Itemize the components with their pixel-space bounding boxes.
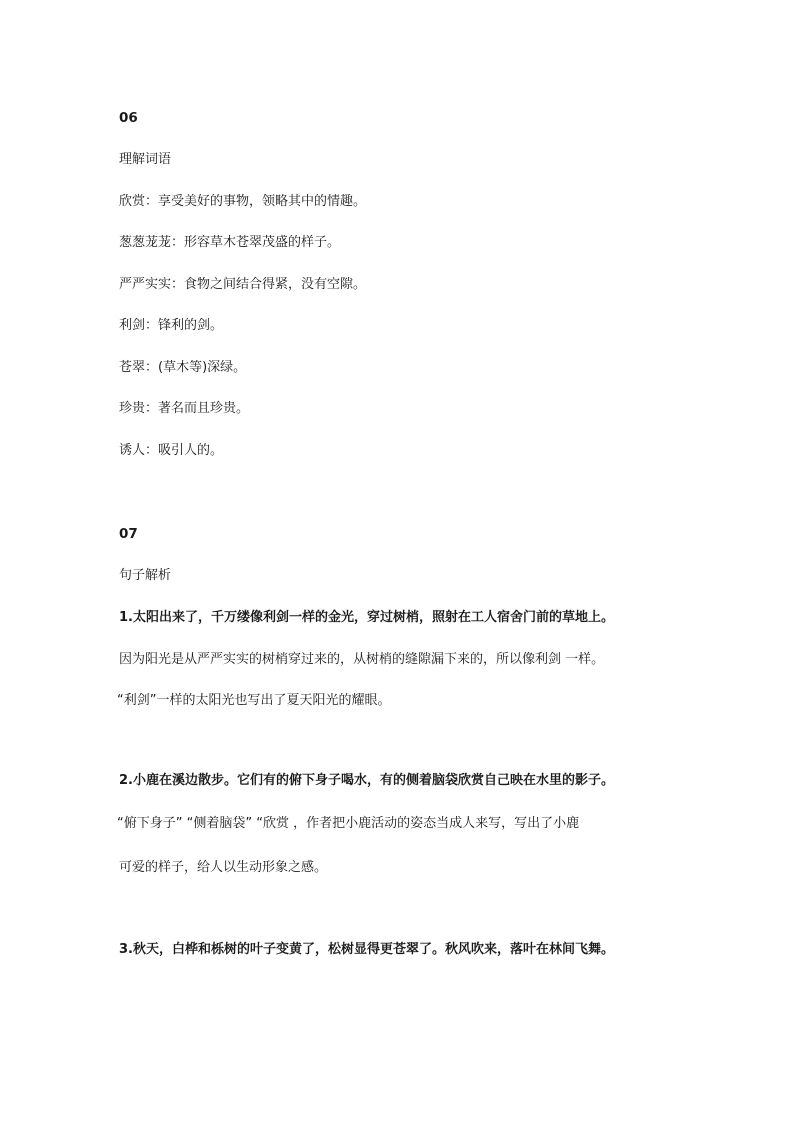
section-heading-07: 句子解析 xyxy=(119,568,172,583)
section-number-06: 06 xyxy=(119,110,138,126)
definition-item: 苍翠：(草木等)深绿。 xyxy=(119,360,247,375)
definition-item: 利剑：锋利的剑。 xyxy=(119,318,224,333)
analysis-line: “俯下身子” “侧着脑袋” “欣赏 ，作者把小鹿活动的姿态当成人来写，写出了小鹿 xyxy=(117,816,580,831)
definition-item: 珍贵：著名而且珍贵。 xyxy=(119,401,250,416)
definition-item: 欣赏：享受美好的事物，领略其中的情趣。 xyxy=(119,194,367,209)
analysis-line: “利剑”一样的太阳光也写出了夏天阳光的耀眼。 xyxy=(117,693,391,708)
analysis-line: 可爱的样子，给人以生动形象之感。 xyxy=(119,860,328,875)
section-number-07: 07 xyxy=(119,526,138,542)
section-heading-06: 理解词语 xyxy=(119,152,172,167)
analysis-line: 因为阳光是从严严实实的树梢穿过来的，从树梢的缝隙漏下来的，所以像利剑 一样。 xyxy=(119,652,605,667)
sentence-item: 3.秋天，白桦和栎树的叶子变黄了，松树显得更苍翠了。秋风吹来，落叶在林间飞舞。 xyxy=(119,942,614,957)
definition-item: 葱葱茏茏：形容草木苍翠茂盛的样子。 xyxy=(119,235,341,250)
sentence-item: 2.小鹿在溪边散步。它们有的俯下身子喝水，有的侧着脑袋欣赏自己映在水里的影子。 xyxy=(119,773,614,788)
definition-item: 严严实实：食物之间结合得紧，没有空隙。 xyxy=(119,277,367,292)
definition-item: 诱人：吸引人的。 xyxy=(119,443,224,458)
sentence-item: 1.太阳出来了，千万缕像利剑一样的金光，穿过树梢，照射在工人宿舍门前的草地上。 xyxy=(119,610,614,625)
